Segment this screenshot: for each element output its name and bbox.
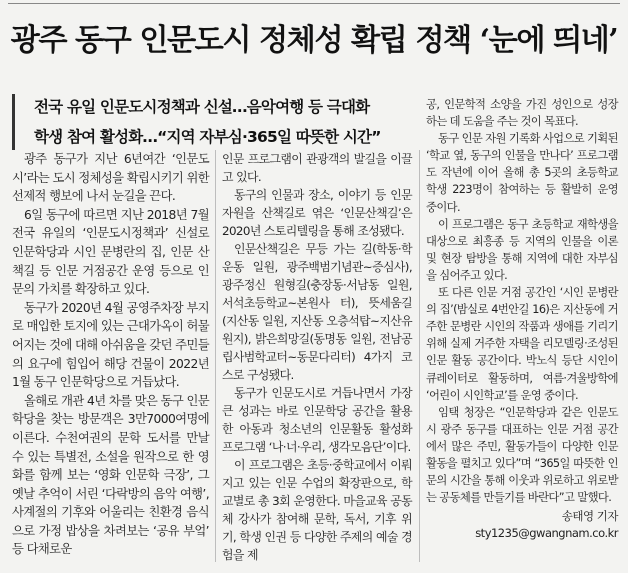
- column-divider: [419, 150, 420, 562]
- paragraph: 동구의 인물과 장소, 이야기 등 인문 자원을 산책길로 엮은 ‘인문산책길’은 2020년 스토리텔링을 통해 조성됐다.: [222, 188, 412, 238]
- paragraph: 올해로 개관 4년 차를 맞은 동구 인문학당을 찾는 방문객은 3만7000여명에 이른다. 수천여권의 문학 도서를 만날 수 있는 특별전, 소설을 원작으로 한 영화를 함께 보는 ‘영화 인문학 극장’, 그 옛날 추억이 서린 ‘다락방의 음악 여행’, 사계절의 기후와 어울리는 친환경 음식으로 가정 밥상을 차려보는 ‘공유 부엌’ 등 다채로운: [12, 393, 209, 557]
- paragraph: 6일 동구에 따르면 지난 2018년 7월 전국 유일의 ‘인문도시정책과’ 신설로 인문학당과 시인 문병란의 집, 인문 산책길 등 인문 거점공간 운영 등으로 인문의 가치를 확장하고 있다.: [12, 207, 209, 297]
- subheadline-bar: [12, 94, 15, 150]
- subheadline-2: 학생 참여 활성화…“지역 자부심·365일 따뜻한 시간”: [34, 128, 381, 146]
- article-column-1: [12, 150, 209, 559]
- article-column-3: [426, 96, 618, 542]
- paragraph: 인문 프로그램이 관광객의 발길을 이끌고 있다.: [222, 152, 412, 184]
- paragraph: 공, 인문학적 소양을 가진 성인으로 성장하는 데 도움을 주는 것이 목표다.: [426, 98, 618, 129]
- paragraph: 임택 청장은 “인문학당과 같은 인문도시 광주 동구를 대표하는 인문 거점 공간에서 많은 주민, 활동가들이 다양한 인문 활동을 펼치고 있다”며 “365일 따뜻한 인문의 시간을 통해 이웃과 위로하고 위로받는 공동체를 만들기를 바란다”고 말했다.: [426, 405, 618, 505]
- subheadline-box: [12, 92, 414, 152]
- byline: 송태영 기자 sty1235@gwangnam.co.kr: [475, 509, 618, 541]
- headline: 광주 동구 인문도시 정체성 확립 정책 ‘눈에 띄네’: [10, 23, 618, 58]
- paragraph: 광주 동구가 지난 6년여간 ‘인문도시’라는 도시 정체성을 확립시키기 위한 선제적 행보에 나서 눈길을 끈다.: [12, 152, 210, 204]
- page-top-strip: [0, 0, 628, 6]
- paragraph: 동구 인문 자원 기록화 사업으로 기획된 ‘학교 옆, 동구의 인물을 만나다’ 프로그램도 작년에 이어 올해 총 5곳의 초등학교 학생 223명이 참여하는 등 활발히 운영 중이다.: [426, 132, 618, 214]
- article-column-2: [222, 150, 412, 564]
- subheadline-1: 전국 유일 인문도시정책과 신설…음악여행 등 극대화: [34, 98, 370, 116]
- paragraph: 동구가 인문도시로 거듭나면서 가장 큰 성과는 바로 인문학당 공간을 활용한 아동과 청소년의 인문활동 활성화 프로그램 ‘나·너·우리, 생각모음단’이다.: [222, 386, 412, 454]
- column-divider: [215, 150, 216, 562]
- paragraph: 또 다른 인문 거점 공간인 ‘시인 문병란의 집’(밤실로 4번안길 16)은 지산동에 거주한 문병란 시인의 작품과 생애를 기리기 위해 실제 거주한 자택을 리모델링·조성된 인문 활동 공간이다. 박노식 등단 시인이 큐레이터로 활동하며, 여름·겨울방학에 ‘어린이 시인학교’를 운영 중이다.: [426, 286, 618, 402]
- paragraph: 동구가 2020년 4월 공영주차장 부지로 매입한 토지에 있는 근대가옥이 허물어지는 것에 대해 아쉬움을 갖던 주민들의 요구에 힘입어 해당 건물이 2022년 1월 동구 인문학당으로 거듭났다.: [12, 300, 210, 390]
- paragraph: 이 프로그램은 동구 초등학교 재학생을 대상으로 최흥종 등 지역의 인물을 이론 및 현장 탐방을 통해 지역에 대한 자부심을 심어주고 있다.: [426, 217, 618, 282]
- paragraph: 인문산책길은 무등 가는 길(학동·학운동 일원, 광주백범기념관~증심사), 광주정신 원형길(충장동·서남동 일원, 서석초등학교~본원사 터), 뜻세움길(지산동 일원, 지산동 오층석탑~지산유원지), 밝은희망길(동명동 일원, 전남공립사범학교터~동문다리터) 4가지 코스로 구성됐다.: [222, 242, 412, 382]
- paragraph: 이 프로그램은 초등·중학교에서 이뤄지고 있는 인문 수업의 확장판으로, 학교별로 총 3회 운영한다. 마을교육 공동체 강사가 참여해 문학, 독서, 기후 위기, 학생 인권 등 다양한 주제의 예술 경험을 제: [222, 458, 412, 562]
